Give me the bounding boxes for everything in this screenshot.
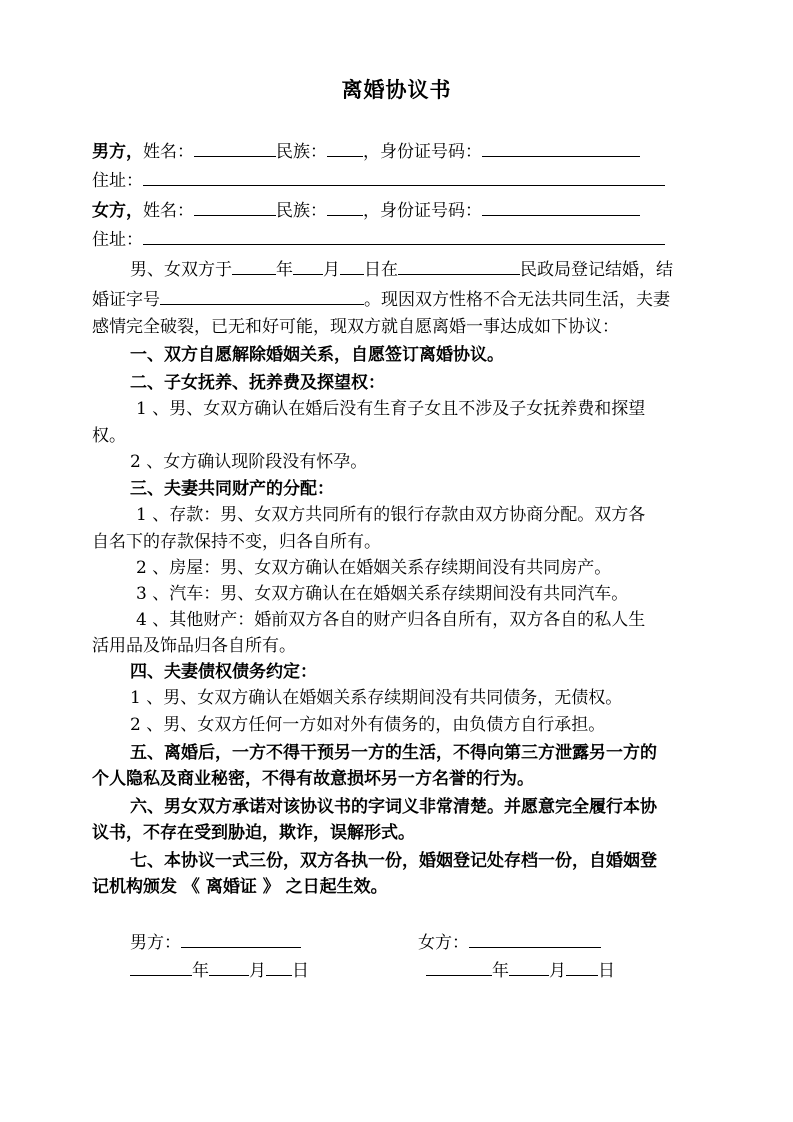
registry-office-field[interactable]: [398, 255, 520, 275]
year-label: 年: [492, 961, 509, 981]
male-ethnicity-field[interactable]: [327, 137, 363, 157]
male-address-field[interactable]: [143, 166, 665, 186]
clause-3-heading: 三、夫妻共同财产的分配：: [130, 479, 334, 499]
female-address-field[interactable]: [143, 225, 665, 245]
day-label: 日: [598, 961, 615, 981]
male-ethnicity-label: 民族：: [276, 142, 327, 162]
month-label: 月: [323, 260, 340, 280]
male-id-label: ，身份证号码：: [363, 142, 482, 162]
male-date-line: [130, 956, 390, 984]
male-signature-field[interactable]: [181, 928, 301, 948]
male-party-line: [92, 137, 712, 165]
month-label: 月: [249, 961, 266, 981]
certificate-number-field[interactable]: [160, 285, 364, 305]
year-label: 年: [192, 961, 209, 981]
day-label: 日: [292, 961, 309, 981]
clause-4-item-2: 2 、男、女双方任何一方如对外有债务的，由负债方自行承担。: [130, 715, 606, 735]
female-party-line: [92, 196, 712, 224]
marriage-month-field[interactable]: [293, 255, 323, 275]
year-label: 年: [276, 260, 293, 280]
intro-line-3: 感情完全破裂，已无和好可能，现双方就自愿离婚一事达成如下协议：: [92, 317, 619, 337]
female-label: 女方，: [92, 201, 143, 221]
clause-7: 七、本协议一式三份，双方各执一份，婚姻登记处存档一份，自婚姻登: [130, 851, 657, 871]
female-id-field[interactable]: [482, 196, 640, 216]
intro-line-1: [92, 255, 750, 283]
page-title: 离婚协议书: [341, 77, 452, 102]
intro-text: 婚证字号: [92, 290, 160, 310]
male-name-field[interactable]: [194, 137, 276, 157]
day-label: 日在: [364, 260, 398, 280]
female-address-label: 住址：: [92, 230, 143, 250]
clause-3-item-2: 2 、房屋：男、女双方确认在婚姻关系存续期间没有共同房产。: [136, 558, 612, 578]
male-id-field[interactable]: [482, 137, 640, 157]
intro-line-2: [92, 285, 712, 313]
male-name-label: 姓名：: [143, 142, 194, 162]
female-date-month-field[interactable]: [509, 956, 549, 976]
intro-text: 男、女双方于: [130, 260, 232, 280]
clause-1: 一、双方自愿解除婚姻关系，自愿签订离婚协议。: [130, 345, 504, 365]
female-date-year-field[interactable]: [426, 956, 492, 976]
female-signature-line: [418, 928, 718, 956]
female-ethnicity-label: 民族：: [276, 201, 327, 221]
female-ethnicity-field[interactable]: [327, 196, 363, 216]
clause-4-item-1: 1 、男、女双方确认在婚姻关系存续期间没有共同债务，无债权。: [130, 688, 623, 708]
male-date-year-field[interactable]: [130, 956, 192, 976]
female-id-label: ，身份证号码：: [363, 201, 482, 221]
marriage-day-field[interactable]: [340, 255, 364, 275]
female-date-day-field[interactable]: [566, 956, 598, 976]
female-name-field[interactable]: [194, 196, 276, 216]
clause-3-item-4-cont: 活用品及饰品归各自所有。: [92, 636, 296, 656]
male-address-label: 住址：: [92, 171, 143, 191]
male-date-day-field[interactable]: [266, 956, 292, 976]
clause-2-heading: 二、子女抚养、抚养费及探望权：: [130, 373, 385, 393]
male-label: 男方，: [92, 142, 143, 162]
clause-5-cont: 个人隐私及商业秘密，不得有故意损坏另一方名誉的行为。: [92, 769, 534, 789]
clause-6: 六、男女双方承诺对该协议书的字词义非常清楚。并愿意完全履行本协: [130, 797, 657, 817]
clause-3-item-1-cont: 自名下的存款保持不变，归各自所有。: [92, 532, 381, 552]
female-signature-field[interactable]: [469, 928, 601, 948]
marriage-year-field[interactable]: [232, 255, 276, 275]
female-name-label: 姓名：: [143, 201, 194, 221]
clause-3-item-1: 1 、存款：男、女双方共同所有的银行存款由双方协商分配。双方各: [136, 505, 646, 525]
male-date-month-field[interactable]: [209, 956, 249, 976]
female-signature-label: 女方：: [418, 933, 469, 953]
female-date-line: [426, 956, 686, 984]
intro-text: 民政局登记结婚，结: [520, 260, 673, 280]
intro-text: 。现因双方性格不合无法共同生活，夫妻: [364, 290, 670, 310]
male-signature-label: 男方：: [130, 933, 181, 953]
male-address-line: [92, 166, 712, 194]
female-address-line: [92, 225, 712, 253]
clause-2-item-2: 2 、女方确认现阶段没有怀孕。: [130, 452, 368, 472]
clause-7-cont: 记机构颁发 《 离婚证 》 之日起生效。: [92, 877, 388, 897]
clause-2-item-1: 1 、男、女双方确认在婚后没有生育子女且不涉及子女抚养费和探望: [136, 399, 646, 419]
clause-3-item-3: 3 、汽车：男、女双方确认在在婚姻关系存续期间没有共同汽车。: [136, 584, 629, 604]
clause-4-heading: 四、夫妻债权债务约定：: [130, 662, 317, 682]
clause-5: 五、离婚后，一方不得干预另一方的生活，不得向第三方泄露另一方的: [130, 743, 657, 763]
month-label: 月: [549, 961, 566, 981]
clause-3-item-4: 4 、其他财产：婚前双方各自的财产归各自所有，双方各自的私人生: [136, 610, 646, 630]
clause-6-cont: 议书，不存在受到胁迫，欺诈，误解形式。: [92, 823, 415, 843]
clause-2-item-1-cont: 权。: [92, 426, 126, 446]
male-signature-line: [130, 928, 430, 956]
